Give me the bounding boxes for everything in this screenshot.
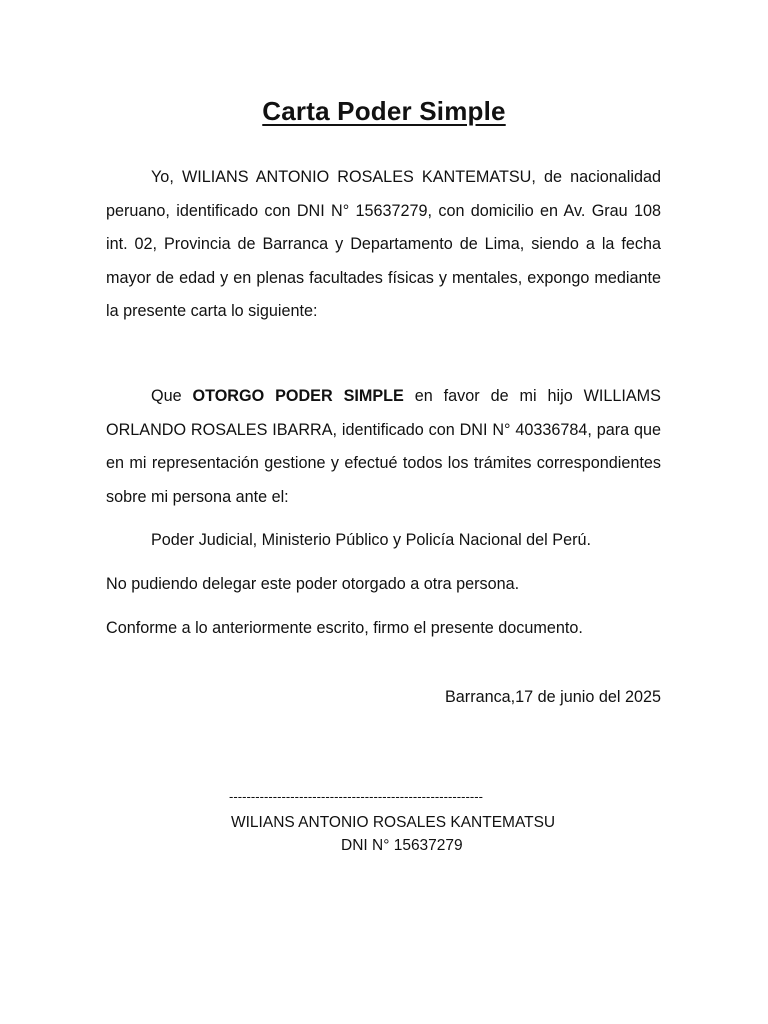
paragraph-declaration: Yo, WILIANS ANTONIO ROSALES KANTEMATSU, de nacionalidad peruano, identificado con DNI N° 15637279, con domicilio en Av. Grau 108 int. 02, Provincia de Barranca y Departamento de Lima, siendo a la fecha mayor de edad y en plenas facultades físicas y mentales, expongo mediante la presente carta lo siguiente: bbox=[106, 168, 661, 320]
document-title: Carta Poder Simple bbox=[262, 96, 506, 126]
grant-bold-text: OTORGO PODER SIMPLE bbox=[192, 387, 404, 405]
date-line: Barranca,17 de junio del 2025 bbox=[445, 688, 661, 706]
grant-rest-text: en favor de mi hijo WILLIAMS ORLANDO ROSALES IBARRA, identificado con DNI N° 40336784, para que en mi representación gestione y efectué todos los trámites correspondientes sobre mi persona ante el: bbox=[106, 387, 661, 506]
paragraph-grant bbox=[106, 380, 661, 514]
signature-name: WILIANS ANTONIO ROSALES KANTEMATSU bbox=[231, 814, 556, 831]
paragraph-no-delegation: No pudiendo delegar este poder otorgado a otra persona. bbox=[106, 575, 520, 593]
paragraph-institutions: Poder Judicial, Ministerio Público y Policía Nacional del Perú. bbox=[151, 531, 591, 549]
signature-line: ---------------------------------------------------------- bbox=[229, 789, 483, 804]
grant-lead-text: Que bbox=[151, 387, 193, 405]
signature-dni: DNI N° 15637279 bbox=[341, 837, 463, 854]
paragraph-conformity: Conforme a lo anteriormente escrito, firmo el presente documento. bbox=[106, 619, 583, 637]
